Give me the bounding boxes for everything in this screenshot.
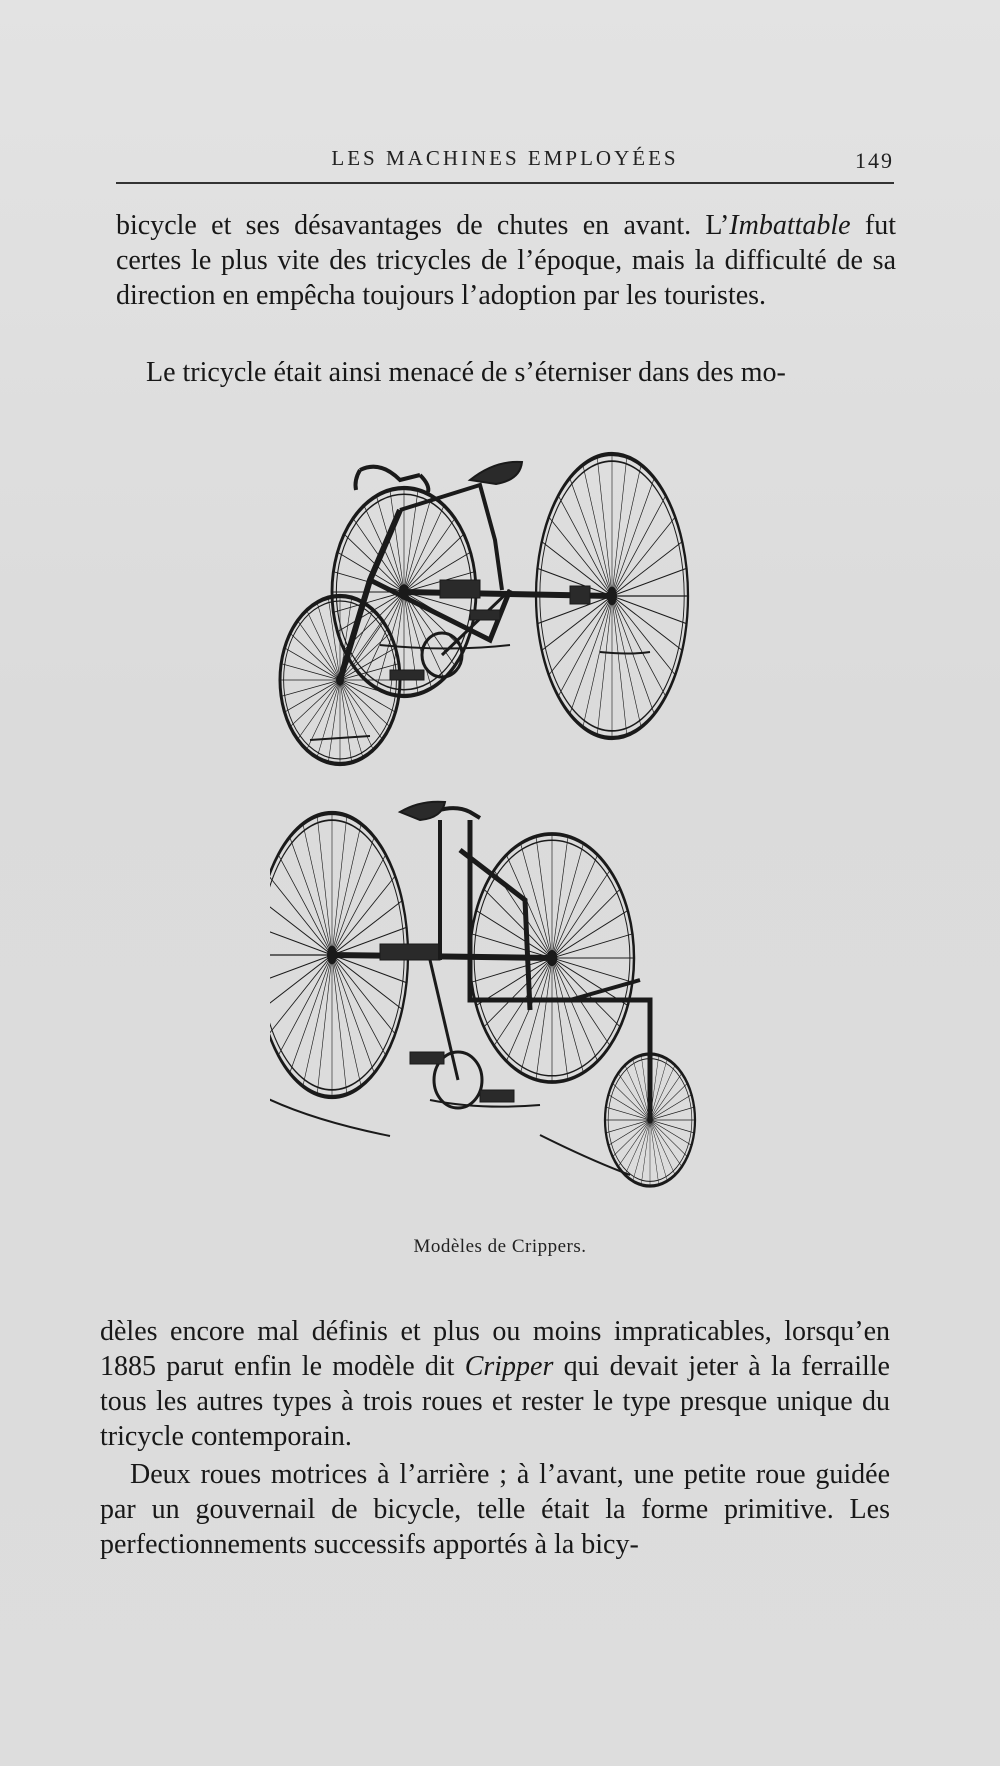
figure-caption: Modèles de Crippers. <box>413 1236 587 1257</box>
running-title: LES MACHINES EMPLOYÉES <box>331 146 679 170</box>
crippers-illustration <box>270 440 730 1220</box>
paragraph-1-text-b: fut certes le plus vite des tricycles de l’époque, mais la difficulté de sa direction en empêcha toujours l’adoption par les touristes. <box>116 210 896 311</box>
paragraph-3 <box>100 1314 890 1454</box>
paragraph-1-text-a: bicycle et ses désavantages de chutes en avant. L’ <box>116 210 730 241</box>
paragraph-3-text-a: dèles encore mal définis et plus ou moins impraticables, lorsqu’en 1885 parut enfin le modèle dit <box>100 1316 890 1382</box>
header-rule <box>116 182 894 184</box>
lower-tricycle <box>270 802 695 1186</box>
page-number: 149 <box>855 148 894 173</box>
cripper-italic: Cripper <box>464 1351 554 1382</box>
paragraph-3-text-b: qui devait jeter à la ferraille tous les autres types à trois roues et rester le type presque unique du tricycle contemporain. <box>100 1351 890 1452</box>
upper-tricycle <box>280 454 688 764</box>
paragraph-4: Deux roues motrices à l’arrière ; à l’avant, une petite roue guidée par un gouvernail de bicycle, telle était la forme primitive. Les perfectionnements successifs apportés à la bicy- <box>100 1459 890 1560</box>
paragraph-1 <box>116 208 896 313</box>
imbattable-italic: Imbattable <box>729 210 851 241</box>
running-head <box>116 140 894 180</box>
paragraph-2: Le tricycle était ainsi menacé de s’éterniser dans des mo- <box>146 357 786 388</box>
tricycle-engravings <box>270 440 730 1220</box>
